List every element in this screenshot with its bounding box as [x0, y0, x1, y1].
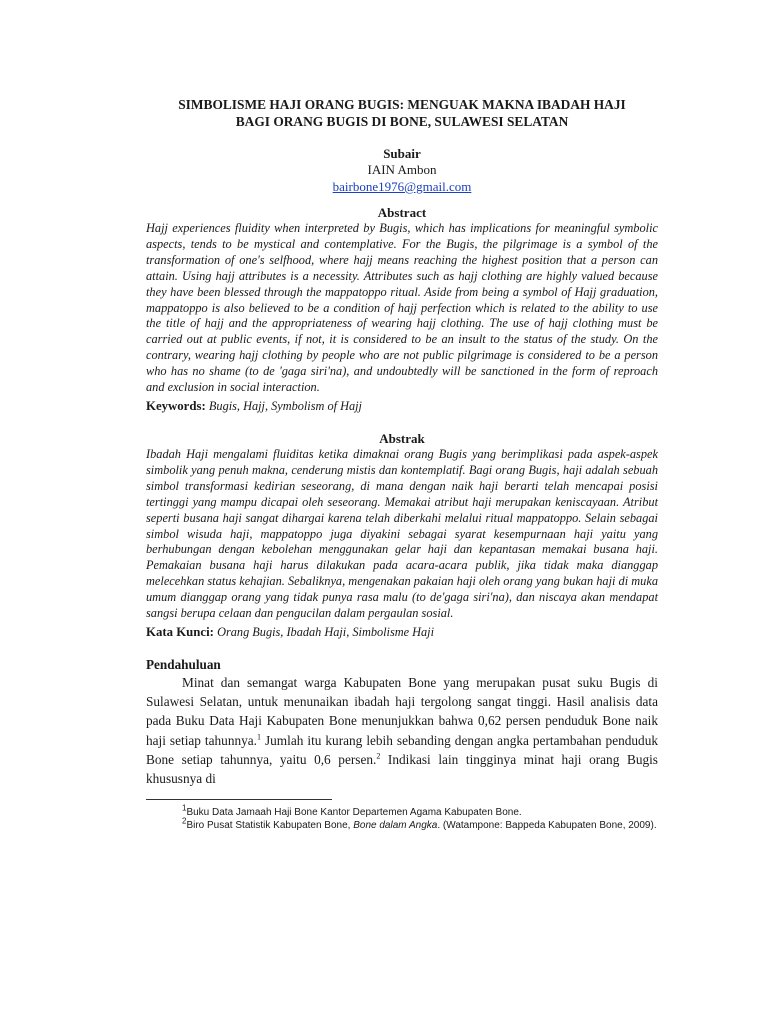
- body-paragraph: [146, 673, 658, 788]
- keywords: Keywords: Bugis, Hajj, Symbolism of Hajj: [146, 398, 362, 413]
- abstract-text: Hajj experiences fluidity when interpreted by Bugis, which has implications for meaningful symbolic aspects, tends to be mystical and contemplative. For the Bugis, the pilgrimage is a symbol of the transformation of one's selfhood, where hajj means reaching the highest position that a person can attain. Using hajj attributes is a necessity. Attributes such as hajj clothing are highly valued because they have been blessed through the mappatoppo ritual. Aside from being a symbol of Hajj graduation, mappatoppo is also believed to be a condition of hajj perfection which is related to the ability to use the title of hajj and the appropriateness of wearing hajj clothing. The use of hajj clothing must be carried out at public events, if not, it is considered to be an insult to the status of the study. On the contrary, wearing hajj clothing by people who are not public pilgrimage is considered to be a person who has no shame (to de 'gaga siri'na), and undoubtedly will be sanctioned in the form of reproach and exclusion in social interaction.: [146, 221, 658, 395]
- body-text-3: Indikasi lain tingginya minat haji orang Bugis khususnya di: [146, 751, 658, 786]
- abstrak-heading: Abstrak: [379, 430, 425, 446]
- paper-title: [146, 96, 658, 130]
- abstract-heading: Abstract: [377, 205, 427, 220]
- keywords-text: Bugis, Hajj, Symbolism of Hajj: [208, 398, 362, 413]
- footnote-2-mark: 2: [182, 816, 187, 826]
- paper-page: [146, 96, 658, 832]
- kata-kunci-label: Kata Kunci:: [146, 624, 214, 639]
- footnote-ref-1[interactable]: 1: [257, 732, 261, 742]
- title-line-2: BAGI ORANG BUGIS DI BONE, SULAWESI SELATAN: [235, 114, 569, 129]
- kata-kunci: [146, 624, 658, 640]
- body-text-1: Minat dan semangat warga Kabupaten Bone yang merupakan pusat suku Bugis di Sulawesi Selatan, untuk menunaikan ibadah haji tergolong sangat tinggi. Hasil analisis data pada Buku Data Haji Kabupaten Bone menunjukkan bahwa 0,62 persen penduduk Bone naik haji setiap tahunnya.: [146, 674, 658, 748]
- footnote-1-mark: 1: [182, 803, 187, 813]
- footnote-ref-2[interactable]: 2: [376, 751, 381, 761]
- author-email-link[interactable]: bairbone1976@gmail.com: [332, 179, 472, 194]
- footnote-1-text: Buku Data Jamaah Haji Bone Kantor Departemen Agama Kabupaten Bone.: [186, 807, 522, 819]
- author-name: Subair: [383, 146, 421, 161]
- section-heading-pendahuluan: Pendahuluan: [146, 656, 221, 672]
- footnote-1: [146, 803, 658, 819]
- author-affiliation: IAIN Ambon: [367, 162, 437, 177]
- footnote-2-text-a: Biro Pusat Statistik Kabupaten Bone,: [186, 820, 354, 832]
- body-text-2: Jumlah itu kurang lebih sebanding dengan angka pertambahan penduduk Bone setiap tahunnya, yaitu 0,6 persen.: [146, 732, 659, 767]
- footnote-separator: [146, 799, 332, 800]
- kata-kunci-text: Orang Bugis, Ibadah Haji, Simbolisme Haji: [217, 624, 435, 639]
- footnote-2: [146, 816, 658, 832]
- footnote-2-text-b: . (Watampone: Bappeda Kabupaten Bone, 2009).: [437, 820, 657, 832]
- title-line-1: SIMBOLISME HAJI ORANG BUGIS: MENGUAK MAKNA IBADAH HAJI: [178, 97, 626, 112]
- keywords-label: Keywords: [146, 398, 202, 413]
- footnote-2-italic: Bone dalam Angka: [353, 820, 438, 832]
- abstrak-text: Ibadah Haji mengalami fluiditas ketika dimaknai orang Bugis yang berimplikasi pada aspek-aspek simbolik yang penuh makna, cenderung mistis dan kontemplatif. Bagi orang Bugis, haji adalah sebuah simbol transformasi kedirian seseorang, di mana dengan naik haji berarti telah mencapai posisi tertinggi yang mampu dicapai oleh seseorang. Memakai atribut haji merupakan keniscayaan. Atribut seperti busana haji sangat dihargai karena telah diberkahi melalui ritual mappatoppo. Selain sebagai simbol wisuda haji, mappatoppo juga diyakini sebagai syarat kesempurnaan haji yaitu yang berhubungan dengan kebolehan menggunakan gelar haji dan kepantasan memakai busana haji. Pemakaian busana haji harus dilakukan pada acara-acara publik, jika tidak maka dianggap melecehkan status kehajian. Sebaliknya, mengenakan pakaian haji oleh orang yang bukan haji di muka umum dianggap orang yang tidak punya rasa malu (to de'gaga siri'na), dan niscaya akan mendapat sangsi berupa celaan dan pengucilan dalam pergaulan sosial.: [146, 446, 658, 621]
